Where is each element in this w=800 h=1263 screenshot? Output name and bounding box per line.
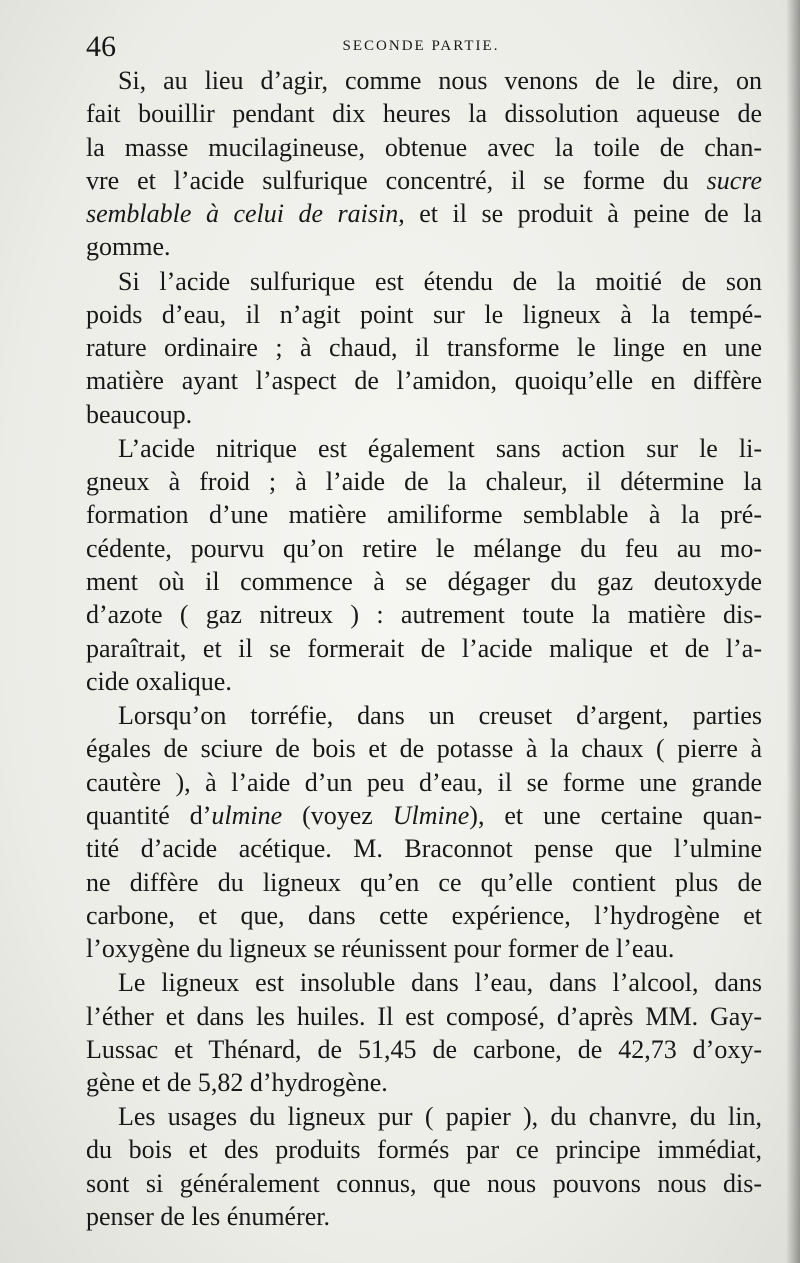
- text-line: paraîtrait, et il se formerait de l’acide malique et de l’a-: [86, 633, 762, 663]
- paragraph-5: [86, 966, 762, 1099]
- text-line: Le ligneux est insoluble dans l’eau, dans l’alcool, dans: [118, 968, 762, 998]
- text-line: fait bouillir pendant dix heures la dissolution aqueuse de: [86, 99, 762, 129]
- paragraph-2: [86, 265, 762, 431]
- text-line: quantité d’ulmine (voyez Ulmine), et une certaine quan-: [86, 800, 762, 830]
- text-line: semblable à celui de raisin, et il se produit à peine de la: [86, 199, 762, 229]
- italic-term: semblable à celui de raisin: [86, 199, 399, 229]
- section-title: SECONDE PARTIE.: [342, 38, 500, 54]
- text-line: Lorsqu’on torréfie, dans un creuset d’argent, parties: [118, 701, 762, 731]
- text-line: du bois et des produits formés par ce principe immédiat,: [86, 1135, 762, 1165]
- text-line: L’acide nitrique est également sans action sur le li-: [118, 433, 762, 463]
- text-line: matière ayant l’aspect de l’amidon, quoiqu’elle en diffère: [86, 366, 762, 396]
- text-line: gène et de 5,82 d’hydrogène.: [86, 1068, 388, 1098]
- text-line: gomme.: [86, 232, 171, 262]
- text-line: Si, au lieu d’agir, comme nous venons de le dire, on: [118, 66, 762, 95]
- text-line: Lussac et Thénard, de 51,45 de carbone, de 42,73 d’oxy-: [86, 1034, 762, 1064]
- paragraph-4: [86, 699, 762, 965]
- text-line: l’éther et dans les huiles. Il est composé, d’après MM. Gay-: [86, 1001, 762, 1031]
- text-line: gneux à froid ; à l’aide de la chaleur, il détermine la: [86, 467, 762, 497]
- italic-term: Ulmine: [392, 800, 470, 830]
- paragraph-6: [86, 1100, 762, 1233]
- text-line: cide oxalique.: [86, 666, 232, 696]
- text-line: penser de les énumérer.: [86, 1202, 331, 1232]
- text-line: sont si généralement connus, que nous pouvons nous dis-: [86, 1168, 762, 1198]
- running-head: [86, 30, 756, 64]
- text-line: la masse mucilagineuse, obtenue avec la toile de chan-: [86, 132, 762, 162]
- text-line: cautère ), à l’aide d’un peu d’eau, il se forme une grande: [86, 767, 762, 797]
- paragraph-3: [86, 432, 762, 698]
- text-line: poids d’eau, il n’agit point sur le ligneux à la tempé-: [86, 299, 762, 329]
- body-text: [86, 64, 762, 1234]
- text-line: carbone, et que, dans cette expérience, l’hydrogène et: [86, 900, 762, 930]
- italic-term: sucre: [706, 165, 763, 195]
- text-line: formation d’une matière amiliforme semblable à la pré-: [86, 500, 762, 530]
- text-line: tité d’acide acétique. M. Braconnot pense que l’ulmine: [86, 834, 762, 864]
- text-line: Si l’acide sulfurique est étendu de la moitié de son: [118, 266, 762, 296]
- page-edge-shadow: [786, 0, 800, 1263]
- paragraph-1: [86, 64, 762, 264]
- text-line: ne diffère du ligneux qu’en ce qu’elle contient plus de: [86, 867, 762, 897]
- italic-term: ulmine: [211, 800, 283, 830]
- page-number: 46: [86, 30, 116, 63]
- text-line: égales de sciure de bois et de potasse à la chaux ( pierre à: [86, 734, 762, 764]
- text-line: vre et l’acide sulfurique concentré, il se forme du sucre: [86, 165, 763, 195]
- text-line: d’azote ( gaz nitreux ) : autrement toute la matière dis-: [86, 600, 762, 630]
- text-line: l’oxygène du ligneux se réunissent pour former de l’eau.: [86, 934, 675, 964]
- text-line: ment où il commence à se dégager du gaz deutoxyde: [86, 567, 762, 597]
- text-line: cédente, pourvu qu’on retire le mélange du feu au mo-: [86, 533, 762, 563]
- text-line: beaucoup.: [86, 399, 193, 429]
- text-line: Les usages du ligneux pur ( papier ), du chanvre, du lin,: [118, 1102, 762, 1132]
- text-line: rature ordinaire ; à chaud, il transforme le linge en une: [86, 333, 762, 363]
